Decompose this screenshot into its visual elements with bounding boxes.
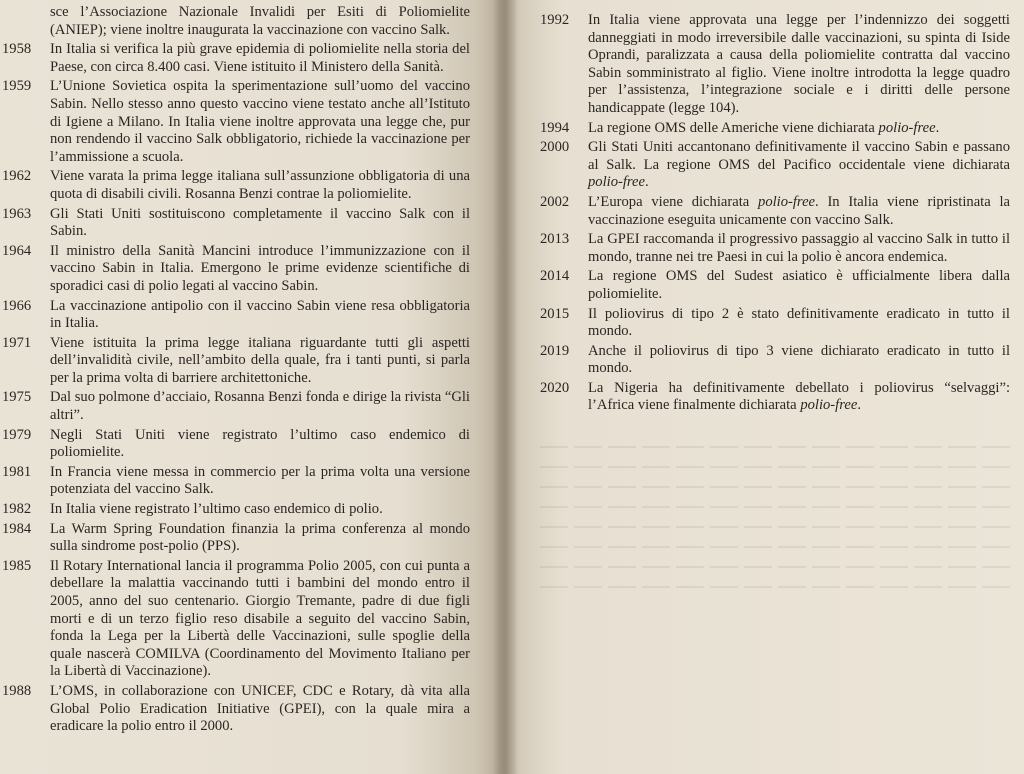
entry-text-main: Il Rotary International lancia il programma Polio 2005, con cui punta a debellare la malattia vaccinando tutti i bambini del mondo entro il 2005, anno del suo centenario. Giorgio Tremante, padre di due figli morti e di un terzo figlio reso disabile a seguito del vaccino Sabin, fonda la Lega per la Libertà delle Vaccinazioni, sulle spoglie della quale nascerà COMILVA (Coordinamento del Movimento Italiano per la Libertà di Vaccinazione). — [50, 557, 470, 680]
timeline-entry — [0, 206, 470, 241]
entry-year: 1984 — [2, 520, 32, 537]
entry-text — [50, 78, 470, 166]
entry-text — [588, 139, 1010, 192]
entry-year: 1963 — [2, 205, 32, 222]
entry-text — [588, 12, 1010, 118]
entry-year: 1988 — [2, 682, 32, 699]
timeline-entry — [0, 427, 470, 462]
entry-text-main: La Nigeria ha definitivamente debellato i poliovirus “selvaggi”: l’Africa viene finalmente dichiarata — [588, 379, 1010, 414]
timeline-entry — [540, 343, 1010, 378]
timeline-entry — [540, 120, 1010, 138]
timeline-entry — [540, 139, 1010, 192]
entry-text — [588, 380, 1010, 415]
timeline-entry — [0, 558, 470, 681]
entry-year: 1982 — [2, 501, 32, 518]
entry-text — [588, 268, 1010, 303]
entry-year: 1975 — [2, 389, 32, 406]
timeline-entry — [0, 521, 470, 556]
entry-text-italic: polio-free — [758, 193, 816, 210]
entry-text-main: La GPEI raccomanda il progressivo passaggio al vaccino Salk in tutto il mondo, tranne nei tre Paesi in cui la polio è ancora endemica. — [588, 231, 1010, 265]
timeline-entry — [540, 268, 1010, 303]
entry-text-italic: polio-free — [878, 119, 936, 136]
entry-year: 1958 — [2, 41, 32, 58]
entry-text-main: La vaccinazione antipolio con il vaccino Sabin viene resa obbligatoria in Italia. — [50, 297, 470, 332]
entry-text-main: L’Unione Sovietica ospita la sperimentazione sull’uomo del vaccino Sabin. Nello stesso anno questo vaccino viene testato anche all’Istituto di Igiene a Milano. In Italia viene inoltre approvata una legge che, pur non rendendo il vaccino Salk obbligatorio, richiede la vaccinazione per l’ammissione a scuola. — [50, 78, 470, 165]
entry-text — [50, 168, 470, 203]
entry-text-main: sce l’Associazione Nazionale Invalidi per Esiti di Poliomielite (ANIEP); viene inoltre inaugurata la vaccinazione con vaccino Salk. — [50, 4, 470, 38]
entry-text-tail: . — [935, 119, 940, 136]
entry-text-main: L’Europa viene dichiarata — [588, 193, 759, 210]
timeline-entry — [0, 298, 470, 333]
entry-year: 1966 — [2, 297, 32, 314]
entry-text — [50, 464, 470, 499]
entry-text-main: Dal suo polmone d’acciaio, Rosanna Benzi fonda e dirige la rivista “Gli altri”. — [50, 389, 470, 424]
entry-text — [588, 194, 1010, 229]
left-timeline — [0, 4, 470, 736]
timeline-entry — [0, 41, 470, 76]
entry-text — [50, 683, 470, 736]
entry-text-main: Anche il poliovirus di tipo 3 viene dichiarato eradicato in tutto il mondo. — [588, 342, 1010, 377]
entry-text — [50, 4, 470, 39]
entry-text-main: In Francia viene messa in commercio per la prima volta una versione potenziata del vaccino Salk. — [50, 463, 470, 498]
entry-text — [50, 206, 470, 241]
timeline-entry — [540, 306, 1010, 341]
entry-text-italic: polio-free — [588, 174, 646, 191]
entry-text — [50, 298, 470, 333]
faded-show-through — [540, 430, 1010, 774]
entry-text-main: In Italia viene registrato l’ultimo caso endemico di polio. — [50, 501, 383, 518]
timeline-entry — [540, 12, 1010, 118]
timeline-entry — [0, 243, 470, 296]
entry-text — [588, 231, 1010, 266]
entry-text — [50, 243, 470, 296]
entry-year: 1994 — [540, 119, 570, 136]
right-page — [500, 0, 1024, 774]
entry-year: 1962 — [2, 168, 32, 185]
timeline-entry — [0, 464, 470, 499]
timeline-entry — [0, 78, 470, 166]
timeline-entry — [0, 335, 470, 388]
entry-text-tail: . — [645, 174, 649, 191]
timeline-entry — [0, 683, 470, 736]
entry-year: 2000 — [540, 139, 570, 156]
entry-year: 1992 — [540, 12, 570, 28]
entry-text-main: Negli Stati Uniti viene registrato l’ultimo caso endemico di poliomielite. — [50, 426, 470, 461]
left-page — [0, 0, 500, 774]
entry-text — [50, 41, 470, 76]
entry-text — [50, 521, 470, 556]
timeline-entry — [540, 194, 1010, 229]
entry-text-italic: polio-free — [800, 397, 858, 414]
entry-text-main: Viene istituita la prima legge italiana riguardante tutti gli aspetti dell’invalidità civile, nell’ambito della quale, fra i tanti punti, si parla per la prima volta di barriere architettoniche. — [50, 334, 470, 386]
entry-year: 2002 — [540, 193, 570, 210]
entry-year: 2015 — [540, 305, 570, 322]
entry-text-main: In Italia viene approvata una legge per l’indennizzo dei soggetti danneggiati in modo irreversibile dalle vaccinazioni, su spinta di Iside Oprandi, paralizzata a causa della poliomielite contratta dal vaccino Sabin somministrato al figlio. Viene inoltre introdotta la legge quadro per l’assistenza, l’integrazione sociale e i diritti delle persone handicappate (legge 104). — [588, 12, 1010, 116]
timeline-entry — [540, 231, 1010, 266]
entry-year: 2014 — [540, 268, 570, 285]
entry-text-main: La regione OMS del Sudest asiatico è ufficialmente libera dalla poliomielite. — [588, 268, 1010, 302]
timeline-entry — [0, 4, 470, 39]
entry-year: 1979 — [2, 426, 32, 443]
entry-text-main: In Italia si verifica la più grave epidemia di poliomielite nella storia del Paese, con circa 8.400 casi. Viene istituito il Ministero della Sanità. — [50, 41, 470, 75]
entry-text-main: Viene varata la prima legge italiana sull’assunzione obbligatoria di una quota di disabili civili. Rosanna Benzi contrae la poliomielite. — [50, 168, 470, 202]
entry-text-main: Gli Stati Uniti sostituiscono completamente il vaccino Salk con il Sabin. — [50, 205, 470, 240]
entry-year: 1985 — [2, 557, 32, 574]
entry-year: 2013 — [540, 231, 570, 248]
entry-year: 2019 — [540, 342, 570, 359]
entry-text — [50, 558, 470, 681]
entry-text — [50, 427, 470, 462]
entry-year: 1964 — [2, 242, 32, 259]
entry-year: 1971 — [2, 334, 32, 351]
entry-text — [588, 343, 1010, 378]
entry-text-main: Il ministro della Sanità Mancini introduce l’immunizzazione con il vaccino Sabin in Italia. Emergono le prime evidenze scientifiche di sporadici casi di polio legati al vaccino Sabin. — [50, 242, 470, 294]
entry-text-main: L’OMS, in collaborazione con UNICEF, CDC e Rotary, dà vita alla Global Polio Eradication Initiative (GPEI), con la quale mira a eradicare la polio entro il 2000. — [50, 682, 470, 735]
entry-year: 2020 — [540, 379, 570, 396]
entry-year: 1959 — [2, 78, 32, 95]
entry-text-main: La Warm Spring Foundation finanzia la prima conferenza al mondo sulla sindrome post-polio (PPS). — [50, 520, 470, 555]
timeline-entry — [0, 501, 470, 519]
entry-text — [588, 120, 1010, 138]
entry-text-main: Il poliovirus di tipo 2 è stato definitivamente eradicato in tutto il mondo. — [588, 305, 1010, 340]
entry-text — [50, 389, 470, 424]
entry-text — [50, 501, 470, 519]
entry-text — [588, 306, 1010, 341]
right-timeline — [540, 12, 1010, 415]
entry-text-main: La regione OMS delle Americhe viene dichiarata — [588, 119, 879, 136]
entry-text — [50, 335, 470, 388]
timeline-entry — [0, 389, 470, 424]
timeline-entry — [540, 380, 1010, 415]
entry-text-main: Gli Stati Uniti accantonano definitivamente il vaccino Sabin e passano al Salk. La regione OMS del Pacifico occidentale viene dichiarata — [588, 139, 1010, 173]
book-binding — [492, 0, 518, 774]
entry-text-tail: . In Italia viene ripristinata la vaccinazione eseguita unicamente con vaccino Salk. — [588, 193, 1010, 228]
timeline-entry — [0, 168, 470, 203]
entry-text-tail: . — [857, 397, 861, 414]
entry-year: 1981 — [2, 463, 32, 480]
